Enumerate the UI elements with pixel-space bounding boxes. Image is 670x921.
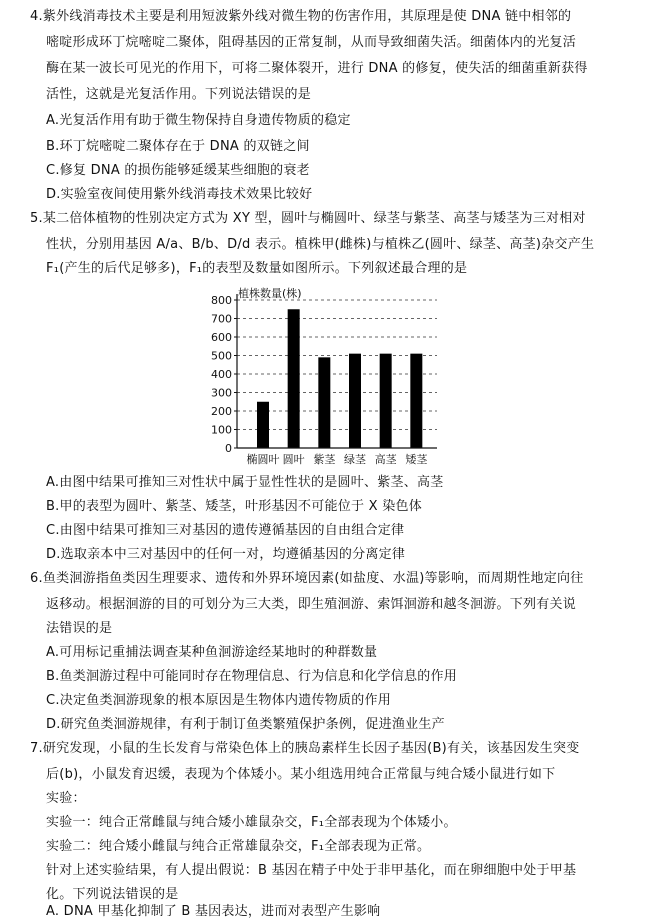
q5-option-d: D.选取亲本中三对基因中的任何一对，均遵循基因的分离定律	[46, 547, 406, 562]
chart-x-labels	[247, 452, 429, 466]
q7-hypothesis-line-2: 化。下列说法错误的是	[46, 887, 179, 902]
q6-option-a: A.可用标记重捕法调查某种鱼洄游途经某地时的种群数量	[46, 645, 378, 660]
chart-y-tick-label: 700	[211, 312, 232, 326]
q7-stem-line-2: 后(b)，小鼠发育迟缓，表现为个体矮小。某小组选用纯合正常鼠与纯合矮小鼠进行如下	[46, 767, 556, 782]
chart-y-tick-label: 500	[211, 349, 232, 363]
q6-option-d: D.研究鱼类洄游规律，有利于制订鱼类繁殖保护条例，促进渔业生产	[46, 717, 445, 732]
chart-bar	[349, 354, 361, 448]
chart-x-label: 绿茎	[344, 453, 366, 466]
q5-option-b: B.甲的表型为圆叶、紫茎、矮茎，叶形基因不可能位于 X 染色体	[46, 499, 422, 514]
q5-stem-line-3: F₁(产生的后代足够多)，F₁的表型及数量如图所示。下列叙述最合理的是	[46, 261, 468, 276]
q5-stem-line-1: 5.某二倍体植物的性别决定方式为 XY 型，圆叶与椭圆叶、绿茎与紫茎、高茎与矮茎为三对相对	[30, 211, 586, 226]
chart-bar	[257, 402, 269, 448]
q5-option-a: A.由图中结果可推知三对性状中属于显性性状的是圆叶、紫茎、高茎	[46, 475, 444, 490]
chart-bar	[380, 354, 392, 448]
chart-y-tick-label: 400	[211, 368, 232, 381]
q7-hypothesis-line-1: 针对上述实验结果，有人提出假说：B 基因在精子中处于非甲基化，而在卵细胞中处于甲基	[46, 863, 577, 878]
q5-option-c: C.由图中结果可推知三对基因的遗传遵循基因的自由组合定律	[46, 523, 405, 538]
chart-y-tick-label: 0	[225, 442, 232, 455]
q6-stem-line-1: 6.鱼类洄游指鱼类因生理要求、遗传和外界环境因素(如盐度、水温)等影响，而周期性地定向往	[30, 571, 584, 586]
q4-stem-line-4: 活性，这就是光复活作用。下列说法错误的是	[46, 87, 312, 102]
f1-phenotype-bar-chart	[205, 286, 445, 472]
q6-stem-line-3: 法错误的是	[46, 621, 113, 636]
q7-stem-line-1: 7.研究发现，小鼠的生长发育与常染色体上的胰岛素样生长因子基因(B)有关，该基因发生突变	[30, 741, 580, 756]
chart-y-tick-label: 300	[211, 386, 232, 400]
chart-bar	[288, 309, 300, 448]
q4-option-b: B.环丁烷嘧啶二聚体存在于 DNA 的双链之间	[46, 139, 310, 154]
q4-stem-line-1: 4.紫外线消毒技术主要是利用短波紫外线对微生物的伤害作用，其原理是使 DNA 链中相邻的	[30, 9, 572, 24]
chart-y-ticks	[211, 294, 237, 455]
q5-stem-line-2: 性状，分别用基因 A/a、B/b、D/d 表示。植株甲(雌株)与植株乙(圆叶、绿茎、高茎)杂交产生	[46, 237, 595, 252]
chart-y-axis-title: 植株数量(株)	[238, 287, 302, 300]
q7-option-a: A. DNA 甲基化抑制了 B 基因表达，进而对表型产生影响	[46, 904, 381, 919]
q4-stem-line-3: 酶在某一波长可见光的作用下，可将二聚体裂开，进行 DNA 的修复，使失活的细菌重新获得	[46, 61, 588, 76]
q7-stem-line-3: 实验：	[46, 791, 86, 806]
q7-experiment-1: 实验一：纯合正常雌鼠与纯合矮小雄鼠杂交，F₁全部表现为个体矮小。	[46, 815, 457, 830]
chart-y-tick-label: 600	[211, 331, 232, 344]
chart-y-tick-label: 200	[211, 405, 232, 418]
chart-x-label: 紫茎	[313, 453, 336, 466]
q4-option-c: C.修复 DNA 的损伤能够延缓某些细胞的衰老	[46, 163, 310, 178]
chart-bar	[410, 354, 422, 448]
q4-stem-line-2: 嘧啶形成环丁烷嘧啶二聚体，阻碍基因的正常复制，从而导致细菌失活。细菌体内的光复活	[46, 35, 577, 50]
chart-x-label: 矮茎	[405, 453, 428, 466]
q6-option-c: C.决定鱼类洄游现象的根本原因是生物体内遗传物质的作用	[46, 693, 391, 708]
chart-bars	[257, 309, 422, 448]
chart-x-label: 椭圆叶	[246, 453, 280, 466]
q4-option-d: D.实验室夜间使用紫外线消毒技术效果比较好	[46, 187, 313, 202]
q4-option-a: A.光复活作用有助于微生物保持自身遗传物质的稳定	[46, 113, 351, 128]
q6-option-b: B.鱼类洄游过程中可能同时存在物理信息、行为信息和化学信息的作用	[46, 669, 458, 684]
chart-x-label: 圆叶	[282, 453, 305, 466]
chart-y-tick-label: 100	[211, 423, 232, 437]
q6-stem-line-2: 返移动。根据洄游的目的可划分为三大类，即生殖洄游、索饵洄游和越冬洄游。下列有关说	[46, 597, 577, 612]
chart-x-label: 高茎	[374, 453, 397, 466]
chart-bar	[318, 357, 330, 448]
q7-experiment-2: 实验二：纯合矮小雌鼠与纯合正常雄鼠杂交，F₁全部表现为正常。	[46, 839, 431, 854]
chart-y-tick-label: 800	[211, 294, 232, 307]
